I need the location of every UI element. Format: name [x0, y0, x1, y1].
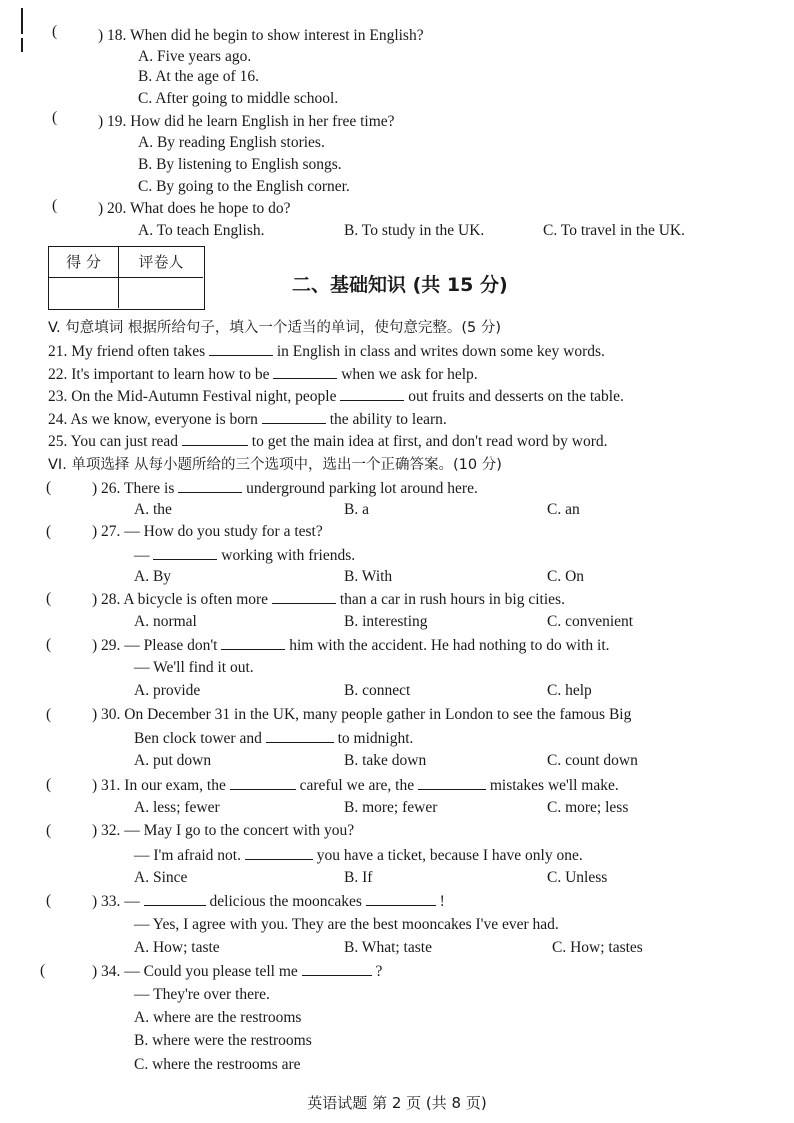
question-29	[92, 635, 610, 656]
question-text: out fruits and desserts on the table.	[408, 388, 624, 405]
grader-cell	[119, 278, 203, 308]
question-text: 22. It's important to learn how to be	[48, 366, 270, 383]
answer-blank[interactable]	[273, 364, 337, 379]
question-24	[48, 409, 447, 430]
question-text: !	[439, 893, 445, 910]
question-text: ) 31. In our exam, the	[92, 777, 226, 794]
option-a: A. put down	[134, 752, 212, 769]
answer-blank[interactable]	[144, 891, 206, 906]
question-stem: ) 27. — How do you study for a test?	[92, 523, 323, 540]
option-b: B. connect	[344, 682, 411, 699]
question-text: when we ask for help.	[341, 366, 478, 383]
question-text: the ability to learn.	[329, 411, 447, 428]
question-text: working with friends.	[221, 547, 356, 564]
option-c: C. By going to the English corner.	[138, 178, 350, 195]
answer-paren: (	[46, 892, 52, 909]
question-text: you have a ticket, because I have only one.	[316, 847, 583, 864]
question-text: 24. As we know, everyone is born	[48, 411, 258, 428]
question-text: ) 34. — Could you please tell me	[92, 963, 298, 980]
question-28	[92, 589, 565, 610]
score-label: 得 分	[49, 247, 119, 278]
question-text: to get the main idea at first, and don't read word by word.	[251, 433, 608, 450]
answer-paren: (	[46, 590, 52, 607]
answer-paren: (	[46, 822, 52, 839]
option-a: A. To teach English.	[138, 222, 265, 239]
answer-blank[interactable]	[245, 845, 313, 860]
option-c: C. convenient	[547, 613, 634, 630]
score-table	[48, 246, 205, 310]
question-text: ) 33. —	[92, 893, 140, 910]
option-c: C. To travel in the UK.	[543, 222, 685, 239]
option-b: B. take down	[344, 752, 427, 769]
question-text: mistakes we'll make.	[489, 777, 619, 794]
part5-heading: V. 句意填词 根据所给句子，填入一个适当的单词，使句意完整。(5 分)	[48, 320, 502, 336]
question-line: — They're over there.	[134, 986, 270, 1003]
question-text: underground parking lot around here.	[246, 480, 478, 497]
answer-blank[interactable]	[340, 386, 404, 401]
question-text: 21. My friend often takes	[48, 343, 206, 360]
question-text: to midnight.	[337, 730, 414, 747]
option-b: B. If	[344, 869, 373, 886]
question-stem: ) 19. How did he learn English in her free time?	[98, 113, 395, 130]
option-b: B. To study in the UK.	[344, 222, 485, 239]
option-a: A. Five years ago.	[138, 48, 252, 65]
question-stem: ) 30. On December 31 in the UK, many people gather in London to see the famous Big	[92, 706, 632, 723]
question-stem: ) 32. — May I go to the concert with you?	[92, 822, 355, 839]
question-34	[92, 961, 382, 982]
option-c: C. count down	[547, 752, 638, 769]
score-cell	[49, 278, 119, 308]
question-23	[48, 386, 624, 407]
question-text: ) 28. A bicycle is often more	[92, 591, 269, 608]
answer-blank[interactable]	[418, 775, 486, 790]
question-stem: ) 18. When did he begin to show interest in English?	[98, 27, 424, 44]
answer-blank[interactable]	[178, 478, 242, 493]
answer-blank[interactable]	[182, 431, 248, 446]
question-text: careful we are, the	[299, 777, 415, 794]
question-text: him with the accident. He had nothing to do with it.	[289, 637, 610, 654]
option-a: A. Since	[134, 869, 188, 886]
grader-label: 评卷人	[119, 247, 203, 278]
answer-paren: (	[52, 197, 58, 214]
answer-blank[interactable]	[302, 961, 372, 976]
option-c: C. On	[547, 568, 585, 585]
question-30-line2	[134, 728, 413, 749]
answer-paren: (	[52, 23, 58, 40]
option-b: B. more; fewer	[344, 799, 438, 816]
question-text: than a car in rush hours in big cities.	[339, 591, 565, 608]
question-21	[48, 341, 605, 362]
question-32-line2	[134, 845, 583, 866]
option-b: B. where were the restrooms	[134, 1032, 312, 1049]
question-text: in English in class and writes down some key words.	[276, 343, 605, 360]
question-text: Ben clock tower and	[134, 730, 262, 747]
answer-paren: (	[46, 706, 52, 723]
question-text: ?	[375, 963, 383, 980]
question-text: —	[134, 547, 150, 564]
option-a: A. the	[134, 501, 172, 518]
option-a: A. How; taste	[134, 939, 220, 956]
answer-paren: (	[46, 636, 52, 653]
answer-blank[interactable]	[221, 635, 285, 650]
answer-paren: (	[40, 962, 46, 979]
question-text: 23. On the Mid-Autumn Festival night, people	[48, 388, 337, 405]
option-b: B. At the age of 16.	[138, 68, 259, 85]
question-25	[48, 431, 608, 452]
option-c: C. Unless	[547, 869, 608, 886]
answer-blank[interactable]	[153, 545, 217, 560]
option-c: C. After going to middle school.	[138, 90, 339, 107]
question-22	[48, 364, 478, 385]
answer-paren: (	[46, 523, 52, 540]
question-text: ) 26. There is	[92, 480, 175, 497]
answer-blank[interactable]	[262, 409, 326, 424]
option-c: C. help	[547, 682, 592, 699]
question-26	[92, 478, 478, 499]
option-c: C. more; less	[547, 799, 629, 816]
option-a: A. where are the restrooms	[134, 1009, 302, 1026]
question-text: — I'm afraid not.	[134, 847, 241, 864]
question-33	[92, 891, 445, 912]
option-a: A. provide	[134, 682, 201, 699]
option-c: C. an	[547, 501, 580, 518]
part6-heading: VI. 单项选择 从每小题所给的三个选项中，选出一个正确答案。(10 分)	[48, 457, 502, 473]
question-31	[92, 775, 619, 796]
margin-line	[21, 8, 23, 34]
option-b: B. With	[344, 568, 393, 585]
question-stem: ) 20. What does he hope to do?	[98, 200, 291, 217]
question-line: — We'll find it out.	[134, 659, 254, 676]
question-text: 25. You can just read	[48, 433, 179, 450]
answer-blank[interactable]	[266, 728, 334, 743]
answer-paren: (	[52, 109, 58, 126]
answer-paren: (	[46, 479, 52, 496]
answer-blank[interactable]	[230, 775, 296, 790]
option-a: A. By	[134, 568, 172, 585]
option-b: B. What; taste	[344, 939, 432, 956]
option-c: C. How; tastes	[552, 939, 643, 956]
option-b: B. a	[344, 501, 369, 518]
answer-paren: (	[46, 776, 52, 793]
question-27-line2	[134, 545, 355, 566]
option-b: B. By listening to English songs.	[138, 156, 342, 173]
margin-line	[21, 38, 23, 52]
answer-blank[interactable]	[272, 589, 336, 604]
answer-blank[interactable]	[209, 341, 273, 356]
page-footer: 英语试题 第 2 页 (共 8 页)	[307, 1094, 487, 1112]
section-title: 二、基础知识 (共 15 分)	[292, 274, 508, 296]
option-a: A. less; fewer	[134, 799, 220, 816]
option-a: A. By reading English stories.	[138, 134, 325, 151]
answer-blank[interactable]	[366, 891, 436, 906]
option-c: C. where the restrooms are	[134, 1056, 301, 1073]
question-line: — Yes, I agree with you. They are the best mooncakes I've ever had.	[134, 916, 559, 933]
option-a: A. normal	[134, 613, 197, 630]
question-text: delicious the mooncakes	[209, 893, 362, 910]
option-b: B. interesting	[344, 613, 428, 630]
question-text: ) 29. — Please don't	[92, 637, 218, 654]
